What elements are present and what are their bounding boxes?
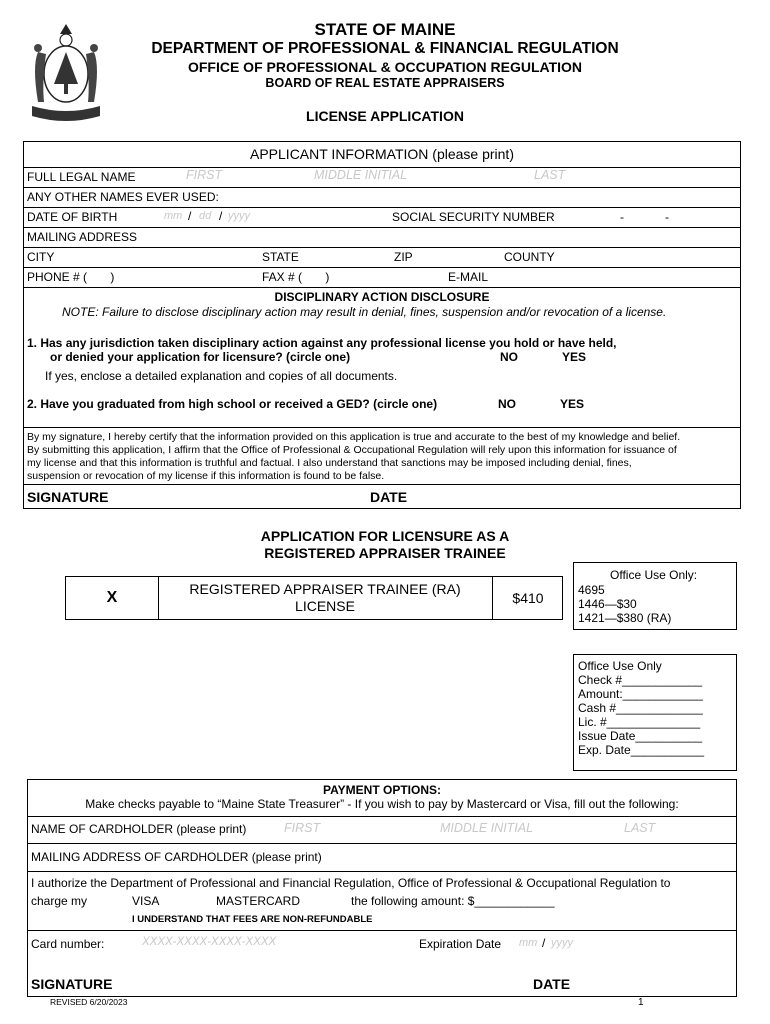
city-label[interactable]: CITY bbox=[27, 250, 55, 264]
revised-date: REVISED 6/20/2023 bbox=[50, 997, 128, 1007]
license-type-line-2: LICENSE bbox=[295, 598, 355, 614]
card-number-label: Card number: bbox=[31, 937, 105, 951]
expiration-slash: / bbox=[542, 936, 546, 950]
question-1-followup: If yes, enclose a detailed explanation and copies of all documents. bbox=[45, 369, 398, 383]
header-state: STATE OF MAINE bbox=[314, 20, 456, 39]
applicant-section bbox=[23, 141, 741, 509]
mailing-address-label[interactable]: MAILING ADDRESS bbox=[27, 230, 138, 244]
dob-day-field[interactable]: dd bbox=[199, 210, 212, 222]
expiration-date-label: Expiration Date bbox=[419, 937, 502, 951]
certification-line-1: By my signature, I hereby certify that the information provided on this application is true and accurate to the best of my knowledge and belief. bbox=[27, 431, 681, 443]
office-use-amount: Amount:____________ bbox=[578, 687, 703, 701]
cardholder-last-field[interactable]: LAST bbox=[624, 821, 656, 835]
ssn-label: SOCIAL SECURITY NUMBER bbox=[392, 210, 555, 224]
office-use-1-line-2: 1446—$30 bbox=[578, 597, 637, 611]
mastercard-option[interactable]: MASTERCARD bbox=[216, 894, 301, 908]
dob-month-field[interactable]: mm bbox=[164, 210, 183, 222]
certification-line-2: By submitting this application, I affirm that the Office of Professional & Occupational Regulation will rely upon this information for issuance of bbox=[27, 444, 677, 456]
dob-label: DATE OF BIRTH bbox=[27, 210, 118, 224]
card-number-field[interactable]: XXXX-XXXX-XXXX-XXXX bbox=[142, 936, 277, 948]
question-2: 2. Have you graduated from high school or received a GED? (circle one) bbox=[27, 397, 438, 411]
payment-amount-field[interactable]: the following amount: $____________ bbox=[351, 894, 555, 908]
state-label[interactable]: STATE bbox=[262, 250, 299, 264]
dob-slash-1: / bbox=[188, 209, 192, 223]
applicant-section-title: APPLICANT INFORMATION (please print) bbox=[250, 146, 514, 162]
cardholder-mailing-address-field[interactable]: MAILING ADDRESS OF CARDHOLDER (please print) bbox=[31, 850, 322, 864]
cardholder-signature-field[interactable]: SIGNATURE bbox=[31, 976, 113, 992]
application-title-line-2: REGISTERED APPRAISER TRAINEE bbox=[264, 545, 506, 561]
county-label[interactable]: COUNTY bbox=[504, 250, 555, 264]
other-names-label: ANY OTHER NAMES EVER USED: bbox=[27, 190, 219, 204]
last-name-field[interactable]: LAST bbox=[534, 168, 566, 182]
authorize-text: I authorize the Department of Professional and Financial Regulation, Office of Professional & Occupational Regulation to bbox=[31, 876, 671, 890]
expiration-month-field[interactable]: mm bbox=[519, 937, 538, 949]
question-1-no-option[interactable]: NO bbox=[500, 350, 518, 364]
office-use-box-1 bbox=[573, 562, 737, 630]
applicant-date-field[interactable]: DATE bbox=[370, 489, 408, 505]
cardholder-first-field[interactable]: FIRST bbox=[284, 821, 321, 835]
phone-label[interactable]: PHONE # ( ) bbox=[27, 270, 115, 284]
question-1-line-2: or denied your application for licensure? (circle one) bbox=[50, 350, 351, 364]
expiration-year-field[interactable]: yyyy bbox=[551, 937, 573, 949]
applicant-signature-field[interactable]: SIGNATURE bbox=[27, 489, 109, 505]
office-use-1-line-1: 4695 bbox=[578, 583, 605, 597]
question-1: 1. Has any jurisdiction taken disciplinary action against any professional license you hold or have held, bbox=[27, 336, 617, 350]
office-use-check: Check #____________ bbox=[578, 673, 703, 687]
form-title: LICENSE APPLICATION bbox=[306, 108, 464, 124]
header-department: DEPARTMENT OF PROFESSIONAL & FINANCIAL REGULATION bbox=[151, 40, 619, 57]
office-use-box-2 bbox=[573, 654, 737, 771]
page-number: 1 bbox=[638, 997, 644, 1008]
disciplinary-note: NOTE: Failure to disclose disciplinary action may result in denial, fines, suspension and/or revocation of a license. bbox=[62, 305, 667, 319]
header-office: OFFICE OF PROFESSIONAL & OCCUPATION REGULATION bbox=[187, 59, 583, 75]
license-check-mark[interactable]: X bbox=[106, 589, 118, 606]
dob-slash-2: / bbox=[219, 209, 223, 223]
header-board: BOARD OF REAL ESTATE APPRAISERS bbox=[265, 76, 505, 90]
office-use-lic: Lic. #______________ bbox=[578, 715, 701, 729]
visa-option[interactable]: VISA bbox=[132, 894, 160, 908]
zip-label[interactable]: ZIP bbox=[394, 250, 413, 264]
cardholder-name-label: NAME OF CARDHOLDER (please print) bbox=[31, 822, 247, 836]
office-use-2-title: Office Use Only bbox=[578, 659, 662, 673]
cardholder-middle-field[interactable]: MIDDLE INITIAL bbox=[440, 821, 534, 835]
fax-label[interactable]: FAX # ( ) bbox=[262, 270, 330, 284]
certification-line-4: suspension or revocation of my license if this information is found to be false. bbox=[27, 470, 385, 482]
payment-instructions: Make checks payable to “Maine State Treasurer” - If you wish to pay by Mastercard or Visa, fill out the following: bbox=[85, 797, 679, 811]
office-use-cash: Cash #_____________ bbox=[578, 701, 703, 715]
disciplinary-title: DISCIPLINARY ACTION DISCLOSURE bbox=[274, 290, 490, 304]
license-fee: $410 bbox=[512, 590, 544, 606]
first-name-field[interactable]: FIRST bbox=[186, 168, 223, 182]
license-type-line-1: REGISTERED APPRAISER TRAINEE (RA) bbox=[189, 581, 461, 597]
application-title-line-1: APPLICATION FOR LICENSURE AS A bbox=[260, 528, 510, 544]
cardholder-date-field[interactable]: DATE bbox=[533, 976, 571, 992]
question-2-yes-option[interactable]: YES bbox=[560, 397, 585, 411]
question-1-yes-option[interactable]: YES bbox=[562, 350, 587, 364]
payment-section bbox=[27, 779, 737, 997]
payment-title: PAYMENT OPTIONS: bbox=[322, 783, 441, 797]
question-2-no-option[interactable]: NO bbox=[498, 397, 516, 411]
office-use-issue-date: Issue Date__________ bbox=[578, 729, 703, 743]
office-use-1-title: Office Use Only: bbox=[610, 568, 698, 582]
full-name-label: FULL LEGAL NAME bbox=[27, 170, 136, 184]
certification-line-3: my license and that this information is truthful and factual. I also understand that sanctions may be imposed including denial, fines, bbox=[27, 457, 632, 469]
license-selection-table bbox=[65, 576, 563, 620]
dob-year-field[interactable]: yyyy bbox=[228, 210, 250, 222]
office-use-exp-date: Exp. Date___________ bbox=[578, 743, 705, 757]
charge-my-label: charge my bbox=[31, 894, 88, 908]
middle-initial-field[interactable]: MIDDLE INITIAL bbox=[314, 168, 408, 182]
email-label[interactable]: E-MAIL bbox=[448, 270, 489, 284]
non-refundable-notice: I UNDERSTAND THAT FEES ARE NON-REFUNDABLE bbox=[132, 914, 373, 925]
ssn-dash-1[interactable]: - bbox=[620, 210, 624, 224]
office-use-1-line-3: 1421—$380 (RA) bbox=[578, 611, 672, 625]
ssn-dash-2[interactable]: - bbox=[665, 210, 669, 224]
